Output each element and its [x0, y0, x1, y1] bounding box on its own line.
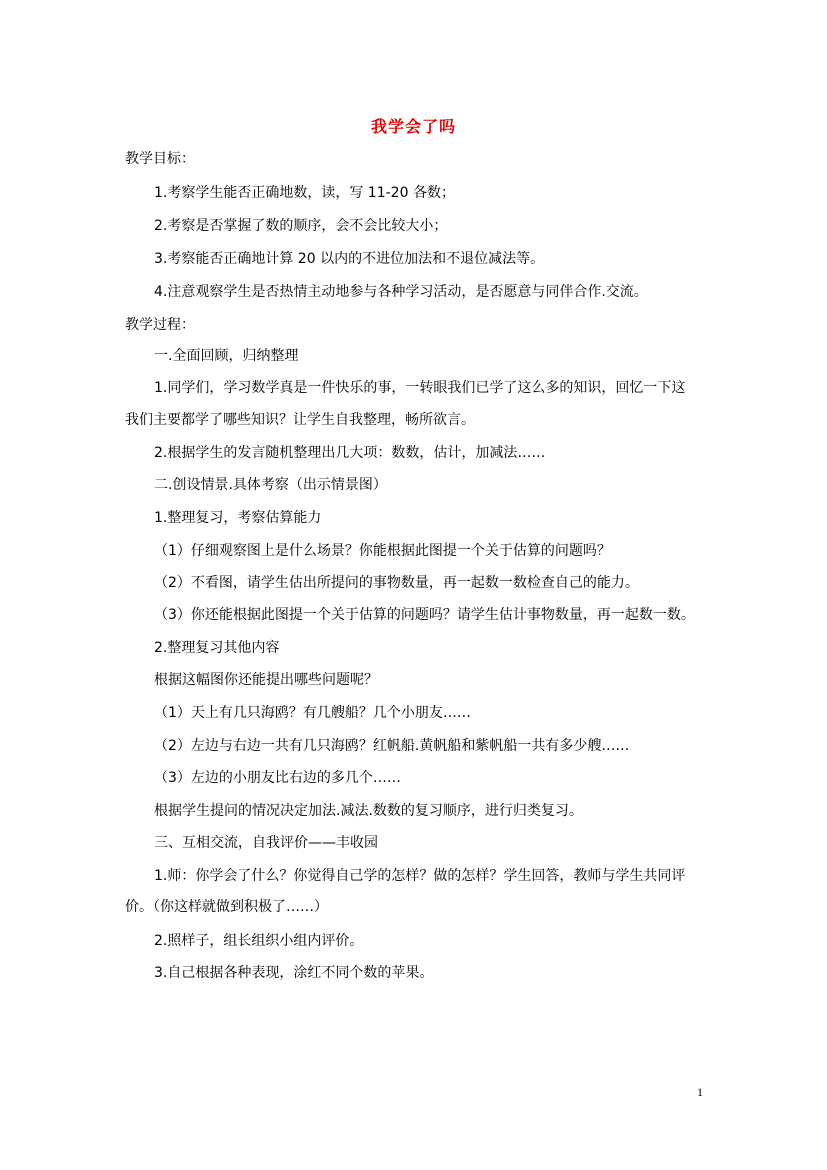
goal-item-3: 3.考察能否正确地计算 20 以内的不进位加法和不退位减法等。: [154, 251, 545, 267]
part1-heading: 一.全面回顾，归纳整理: [154, 348, 299, 364]
goal-item-1: 1.考察学生能否正确地数，读，写 11-20 各数；: [154, 185, 455, 201]
part1-paragraph-1b: 我们主要都学了哪些知识？让学生自我整理，畅所欲言。: [125, 412, 475, 428]
page-title: 我学会了吗: [370, 117, 456, 136]
part3-paragraph-1a: 1.师：你学会了什么？你觉得自己学的怎样？做的怎样？学生回答，教师与学生共同评: [154, 868, 686, 884]
part3-heading: 三、互相交流，自我评价——丰收园: [154, 835, 378, 851]
part2-s1-item-3: （3）你还能根据此图提一个关于估算的问题吗？请学生估计事物数量，再一起数一数。: [154, 607, 695, 623]
goals-heading: 教学目标：: [125, 151, 195, 167]
part3-paragraph-2: 2.照样子，组长组织小组内评价。: [154, 933, 364, 949]
part2-s1-item-2: （2）不看图，请学生估出所提问的事物数量，再一起数一数检查自己的能力。: [154, 575, 639, 591]
page-number: 1: [697, 1085, 703, 1099]
part3-paragraph-1b: 价。（你这样就做到积极了……）: [125, 899, 328, 915]
part2-s1-item-1: （1）仔细观察图上是什么场景？你能根据此图提一个关于估算的问题吗？: [154, 543, 611, 559]
goal-item-4: 4.注意观察学生是否热情主动地参与各种学习活动，是否愿意与同伴合作.交流。: [154, 284, 648, 300]
part2-heading: 二.创设情景.具体考察（出示情景图）: [154, 477, 387, 493]
part2-s2-item-2: （2）左边与右边一共有几只海鸥？红帆船.黄帆船和紫帆船一共有多少艘……: [154, 738, 630, 754]
part1-paragraph-1a: 1.同学们，学习数学真是一件快乐的事，一转眼我们已学了这么多的知识，回忆一下这: [154, 380, 686, 396]
part2-subheading-2: 2.整理复习其他内容: [154, 640, 280, 656]
part2-s2-summary: 根据学生提问的情况决定加法.减法.数数的复习顺序，进行归类复习。: [154, 803, 583, 819]
part2-s2-item-3: （3）左边的小朋友比右边的多几个……: [154, 770, 401, 786]
goal-item-2: 2.考察是否掌握了数的顺序，会不会比较大小；: [154, 218, 448, 234]
part2-subheading-1: 1.整理复习，考察估算能力: [154, 510, 322, 526]
part3-paragraph-3: 3.自己根据各种表现，涂红不同个数的苹果。: [154, 965, 434, 981]
process-heading: 教学过程：: [125, 317, 195, 333]
part1-paragraph-2: 2.根据学生的发言随机整理出几大项：数数，估计，加减法……: [154, 445, 546, 461]
part2-s2-intro: 根据这幅图你还能提出哪些问题呢？: [154, 672, 378, 688]
part2-s2-item-1: （1）天上有几只海鸥？有几艘船？几个小朋友……: [154, 705, 471, 721]
